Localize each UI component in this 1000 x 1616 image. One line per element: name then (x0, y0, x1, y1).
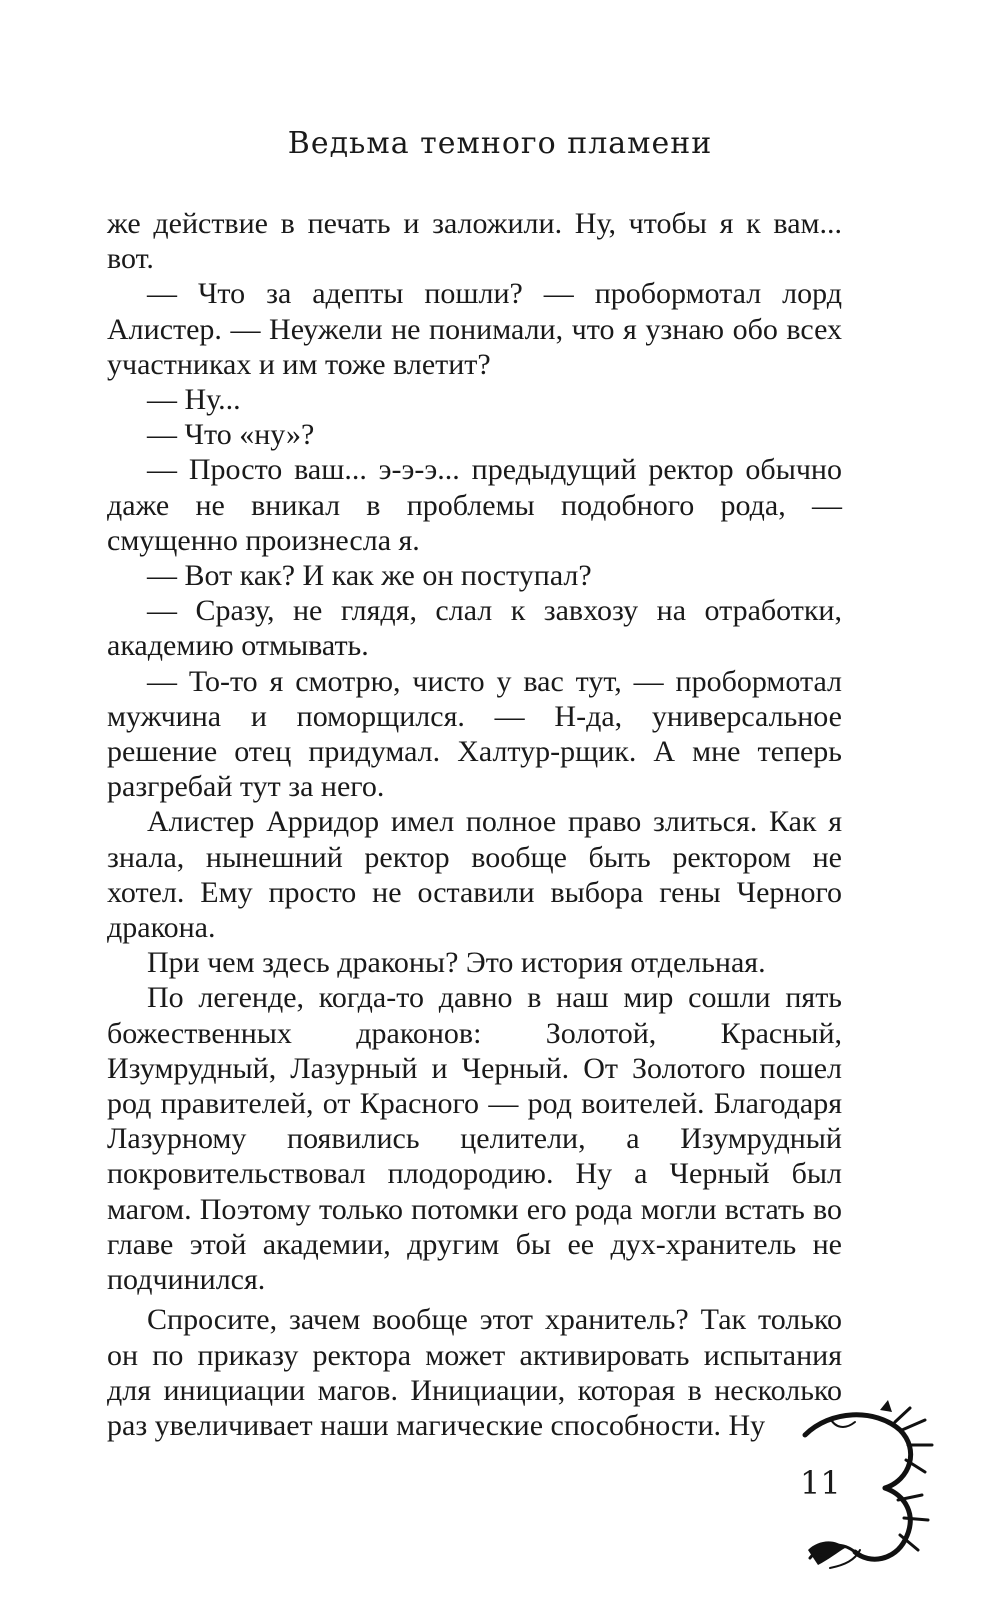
paragraph: — Сразу, не глядя, слал к завхозу на отработки, академию отмывать. (107, 594, 842, 663)
body-text (107, 206, 842, 1443)
page-number: 11 (800, 1464, 841, 1502)
paragraph: же действие в печать и заложили. Ну, чтобы я к вам... вот. (107, 207, 842, 276)
paragraph: Алистер Арридор имел полное право злиться. Как я знала, нынешний ректор вообще быть ректором не хотел. Ему просто не оставили выбора гены Черного дракона. (107, 805, 842, 945)
paragraph: — Что за адепты пошли? — пробормотал лорд Алистер. — Неужели не понимали, что я узнаю обо всех участниках и им тоже влетит? (107, 277, 842, 381)
paragraph: — Вот как? И как же он поступал? (147, 559, 592, 593)
paragraph: По легенде, когда-то давно в наш мир сошли пять божественных драконов: Золотой, Красный, Изумрудный, Лазурный и Черный. От Золотого пошел род правителей, от Красного — род воителей. Благодаря Лазурному появились целители, а Изумрудный покровительствовал плодородию. Ну а Черный был магом. Поэтому только потомки его рода могли встать во главе этой академии, другим бы ее дух-хранитель не подчинился. (107, 981, 842, 1297)
paragraph: — Просто ваш... э-э-э... предыдущий ректор обычно даже не вникал в проблемы подобного рода, — смущенно произнесла я. (107, 453, 842, 557)
paragraph: — Ну... (147, 383, 241, 417)
paragraph: При чем здесь драконы? Это история отдельная. (147, 946, 766, 980)
running-head-title: Ведьма темного пламени (287, 126, 713, 161)
paragraph: — Что «ну»? (147, 418, 315, 452)
paragraph: Спросите, зачем вообще этот хранитель? Так только он по приказу ректора может активировать испытания для инициации магов. Инициации, которая в несколько раз увеличивает наши магические способности. Ну (107, 1303, 842, 1442)
paragraph: — То-то я смотрю, чисто у вас тут, — пробормотал мужчина и поморщился. — Н-да, универсальное решение отец придумал. Халтур-рщик. А мне теперь разгребай тут за него. (107, 664, 842, 804)
